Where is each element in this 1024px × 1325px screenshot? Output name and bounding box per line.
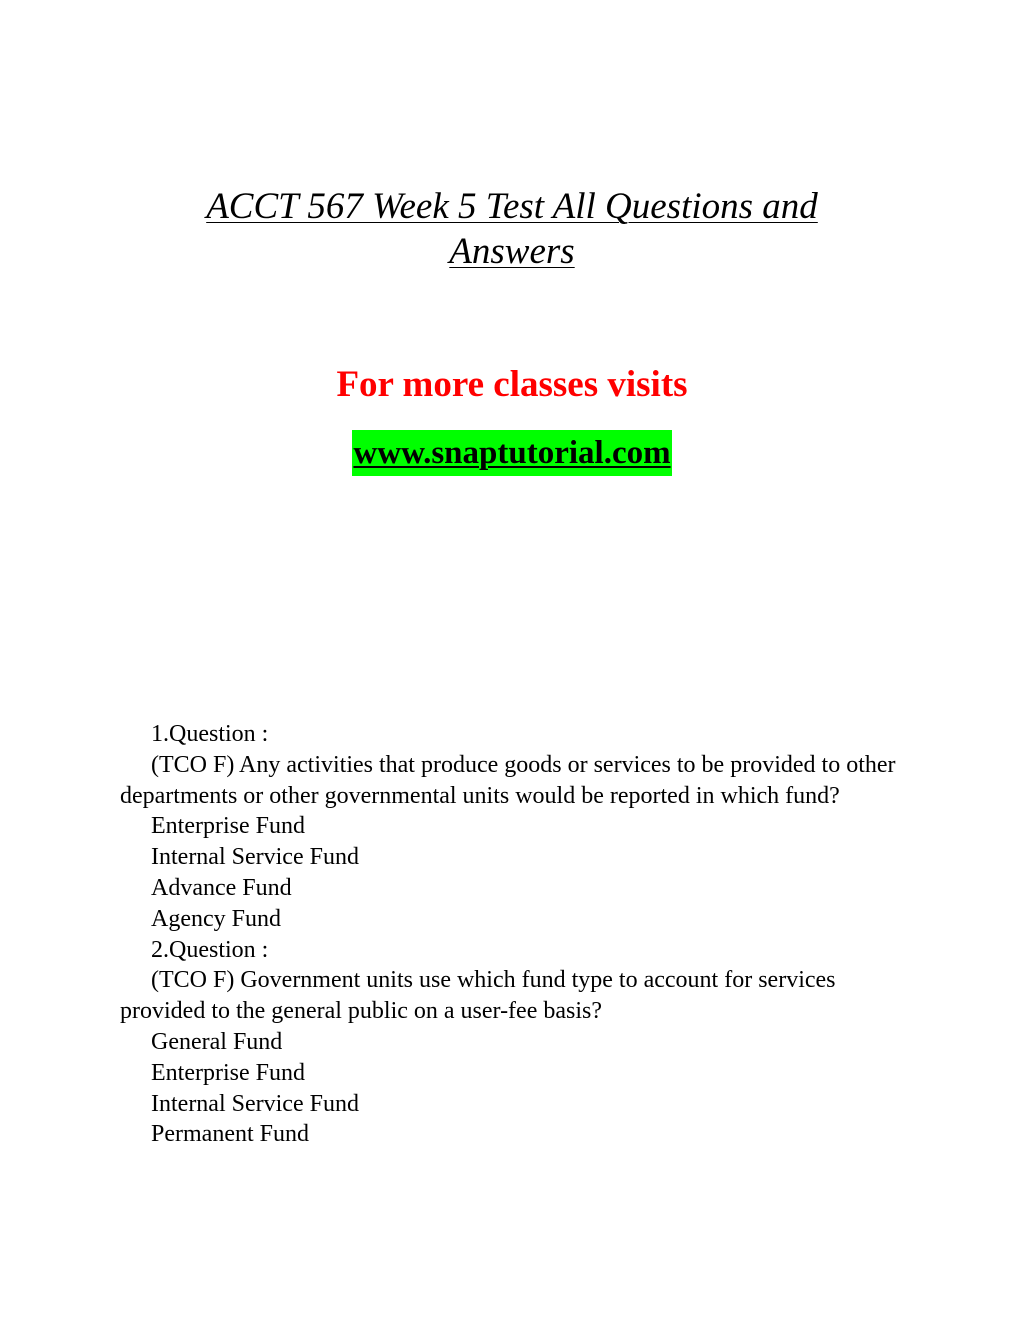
promo-link-wrapper [0,430,1024,476]
answer-option: Enterprise Fund [151,813,305,840]
question-block [120,719,910,935]
question-text: (TCO F) Any activities that produce goods or services to be provided to other departments or other governmental units would be reported in which fund? [120,751,896,809]
question-text: (TCO F) Government units use which fund type to account for services provided to the general public on a user-fee basis? [120,967,836,1025]
answer-option: Internal Service Fund [151,1090,359,1117]
page-title-line-1: ACCT 567 Week 5 Test All Questions and [206,186,818,227]
question-list [120,719,910,1150]
answer-option: Enterprise Fund [151,1059,305,1086]
answer-option: Permanent Fund [151,1121,309,1148]
answer-option: Agency Fund [151,905,281,932]
answer-option: Advance Fund [151,874,292,901]
question-block [120,935,910,1151]
question-label: 1.Question : [151,721,269,747]
answer-option: General Fund [151,1028,283,1055]
page-title-line-2: Answers [449,231,575,272]
answer-option: Internal Service Fund [151,844,359,871]
question-label: 2.Question : [151,936,269,963]
promo-text: For more classes visits [336,364,688,405]
promo-link[interactable]: www.snaptutorial.com [352,430,671,476]
